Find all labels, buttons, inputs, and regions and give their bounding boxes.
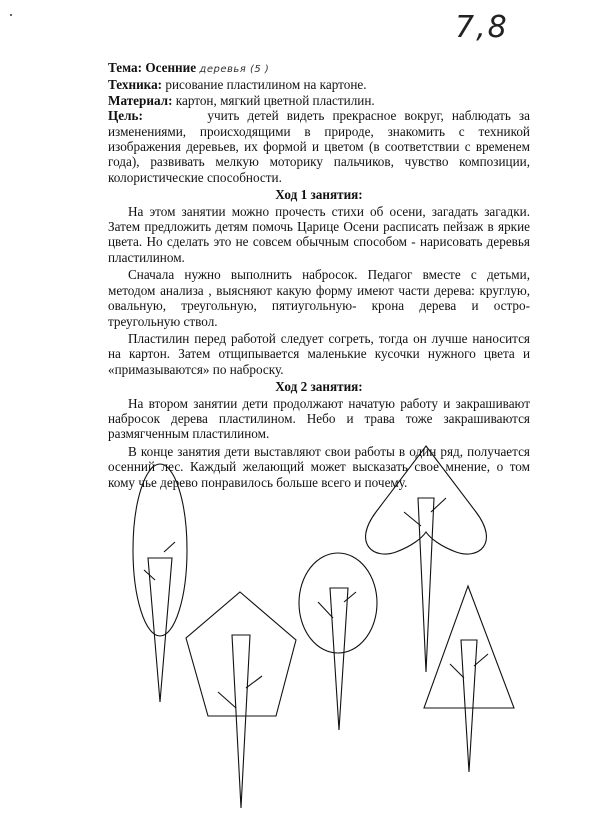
lesson2-paragraph: На втором занятии дети продолжают начатую работу и закрашивают набросок дерева пластилином. Небо и трава тоже закрашиваются размягченным пластилином.	[108, 395, 530, 442]
oval-tree-icon	[133, 464, 187, 702]
lesson1-paragraph: Пластилин перед работой следует согреть, тогда он лучше наносится на картон. Затем отщипывается маленькие кусочки нужного цвета и «примазываются» по наброску.	[108, 330, 530, 377]
goal-value: учить детей видеть прекрасное вокруг, наблюдать за изменениями, происходящими в природе, знакомить с техникой изображения деревьев, их формой и цветом (в соответствии с временем года), развивать мелкую моторику пальчиков, чувство композиции, колористические способности.	[108, 108, 530, 185]
trees-illustration	[0, 440, 607, 824]
material-value: картон, мягкий цветной пластилин.	[175, 92, 375, 108]
document-body	[108, 60, 530, 492]
material-label: Материал:	[108, 92, 173, 108]
pentagon-tree-icon	[186, 592, 296, 808]
heart-tree-icon	[366, 446, 487, 672]
topic-handwritten: деревья (5 )	[199, 64, 270, 75]
technique-label: Техника:	[108, 77, 163, 93]
topic-label: Тема:	[108, 60, 143, 75]
scan-speck	[10, 14, 12, 16]
round-tree-icon	[299, 553, 377, 730]
topic-line	[108, 60, 530, 77]
lesson2-heading: Ход 2 занятия:	[275, 379, 363, 395]
lesson1-heading: Ход 1 занятия:	[275, 187, 363, 203]
handwritten-page-number: 7,8	[455, 10, 509, 45]
technique-value: рисование пластилином на картоне.	[165, 77, 367, 93]
lesson1-paragraph: Сначала нужно выполнить набросок. Педагог вместе с детьми, методом анализа , выясняют какую форму имеют части дерева: круглую, овальную, треугольную, пятиугольную- крона дерева и остро-треугольную ствол.	[108, 267, 530, 329]
technique-line	[108, 77, 530, 92]
lesson2-paragraph: В конце занятия дети выставляют свои работы в один ряд, получается осенний лес. Каждый желающий может высказать свое мнение, о том кому чье дерево понравилось больше всего и почему.	[108, 443, 530, 490]
triangle-tree-icon	[424, 586, 514, 772]
goal-paragraph	[108, 108, 530, 185]
topic-value: Осенние	[145, 60, 197, 75]
material-line	[108, 93, 530, 108]
lesson1-paragraph: На этом занятии можно прочесть стихи об осени, загадать загадки. Затем предложить детям помочь Царице Осени расписать пейзаж в яркие цвета. Но сделать это не совсем обычным способом - нарисовать деревья пластилином.	[108, 203, 530, 265]
goal-label: Цель:	[108, 108, 143, 124]
